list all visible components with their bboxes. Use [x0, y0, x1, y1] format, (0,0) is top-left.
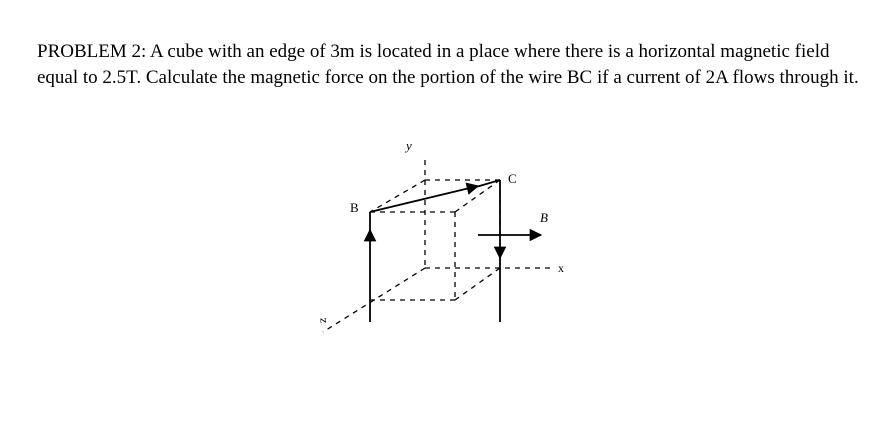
point-c-label: C [508, 171, 517, 186]
z-axis-label: z [315, 317, 329, 323]
cube-bottom-right-edge [455, 268, 500, 300]
problem-statement: PROBLEM 2: A cube with an edge of 3m is located in a place where there is a horizontal magnetic field equal to 2.5T. Calculate the magnetic force on the portion of the wire BC if a current of 2A flows through it. [37, 41, 859, 88]
point-b-label: B [350, 200, 359, 215]
wire-bc-end [476, 180, 500, 187]
field-label: B [540, 210, 548, 225]
y-axis-label: y [406, 138, 412, 153]
wire-bc [370, 186, 478, 212]
cube-top-right-edge [455, 180, 500, 212]
x-axis-label: x [558, 261, 564, 275]
cube-top-left-edge [370, 180, 425, 212]
